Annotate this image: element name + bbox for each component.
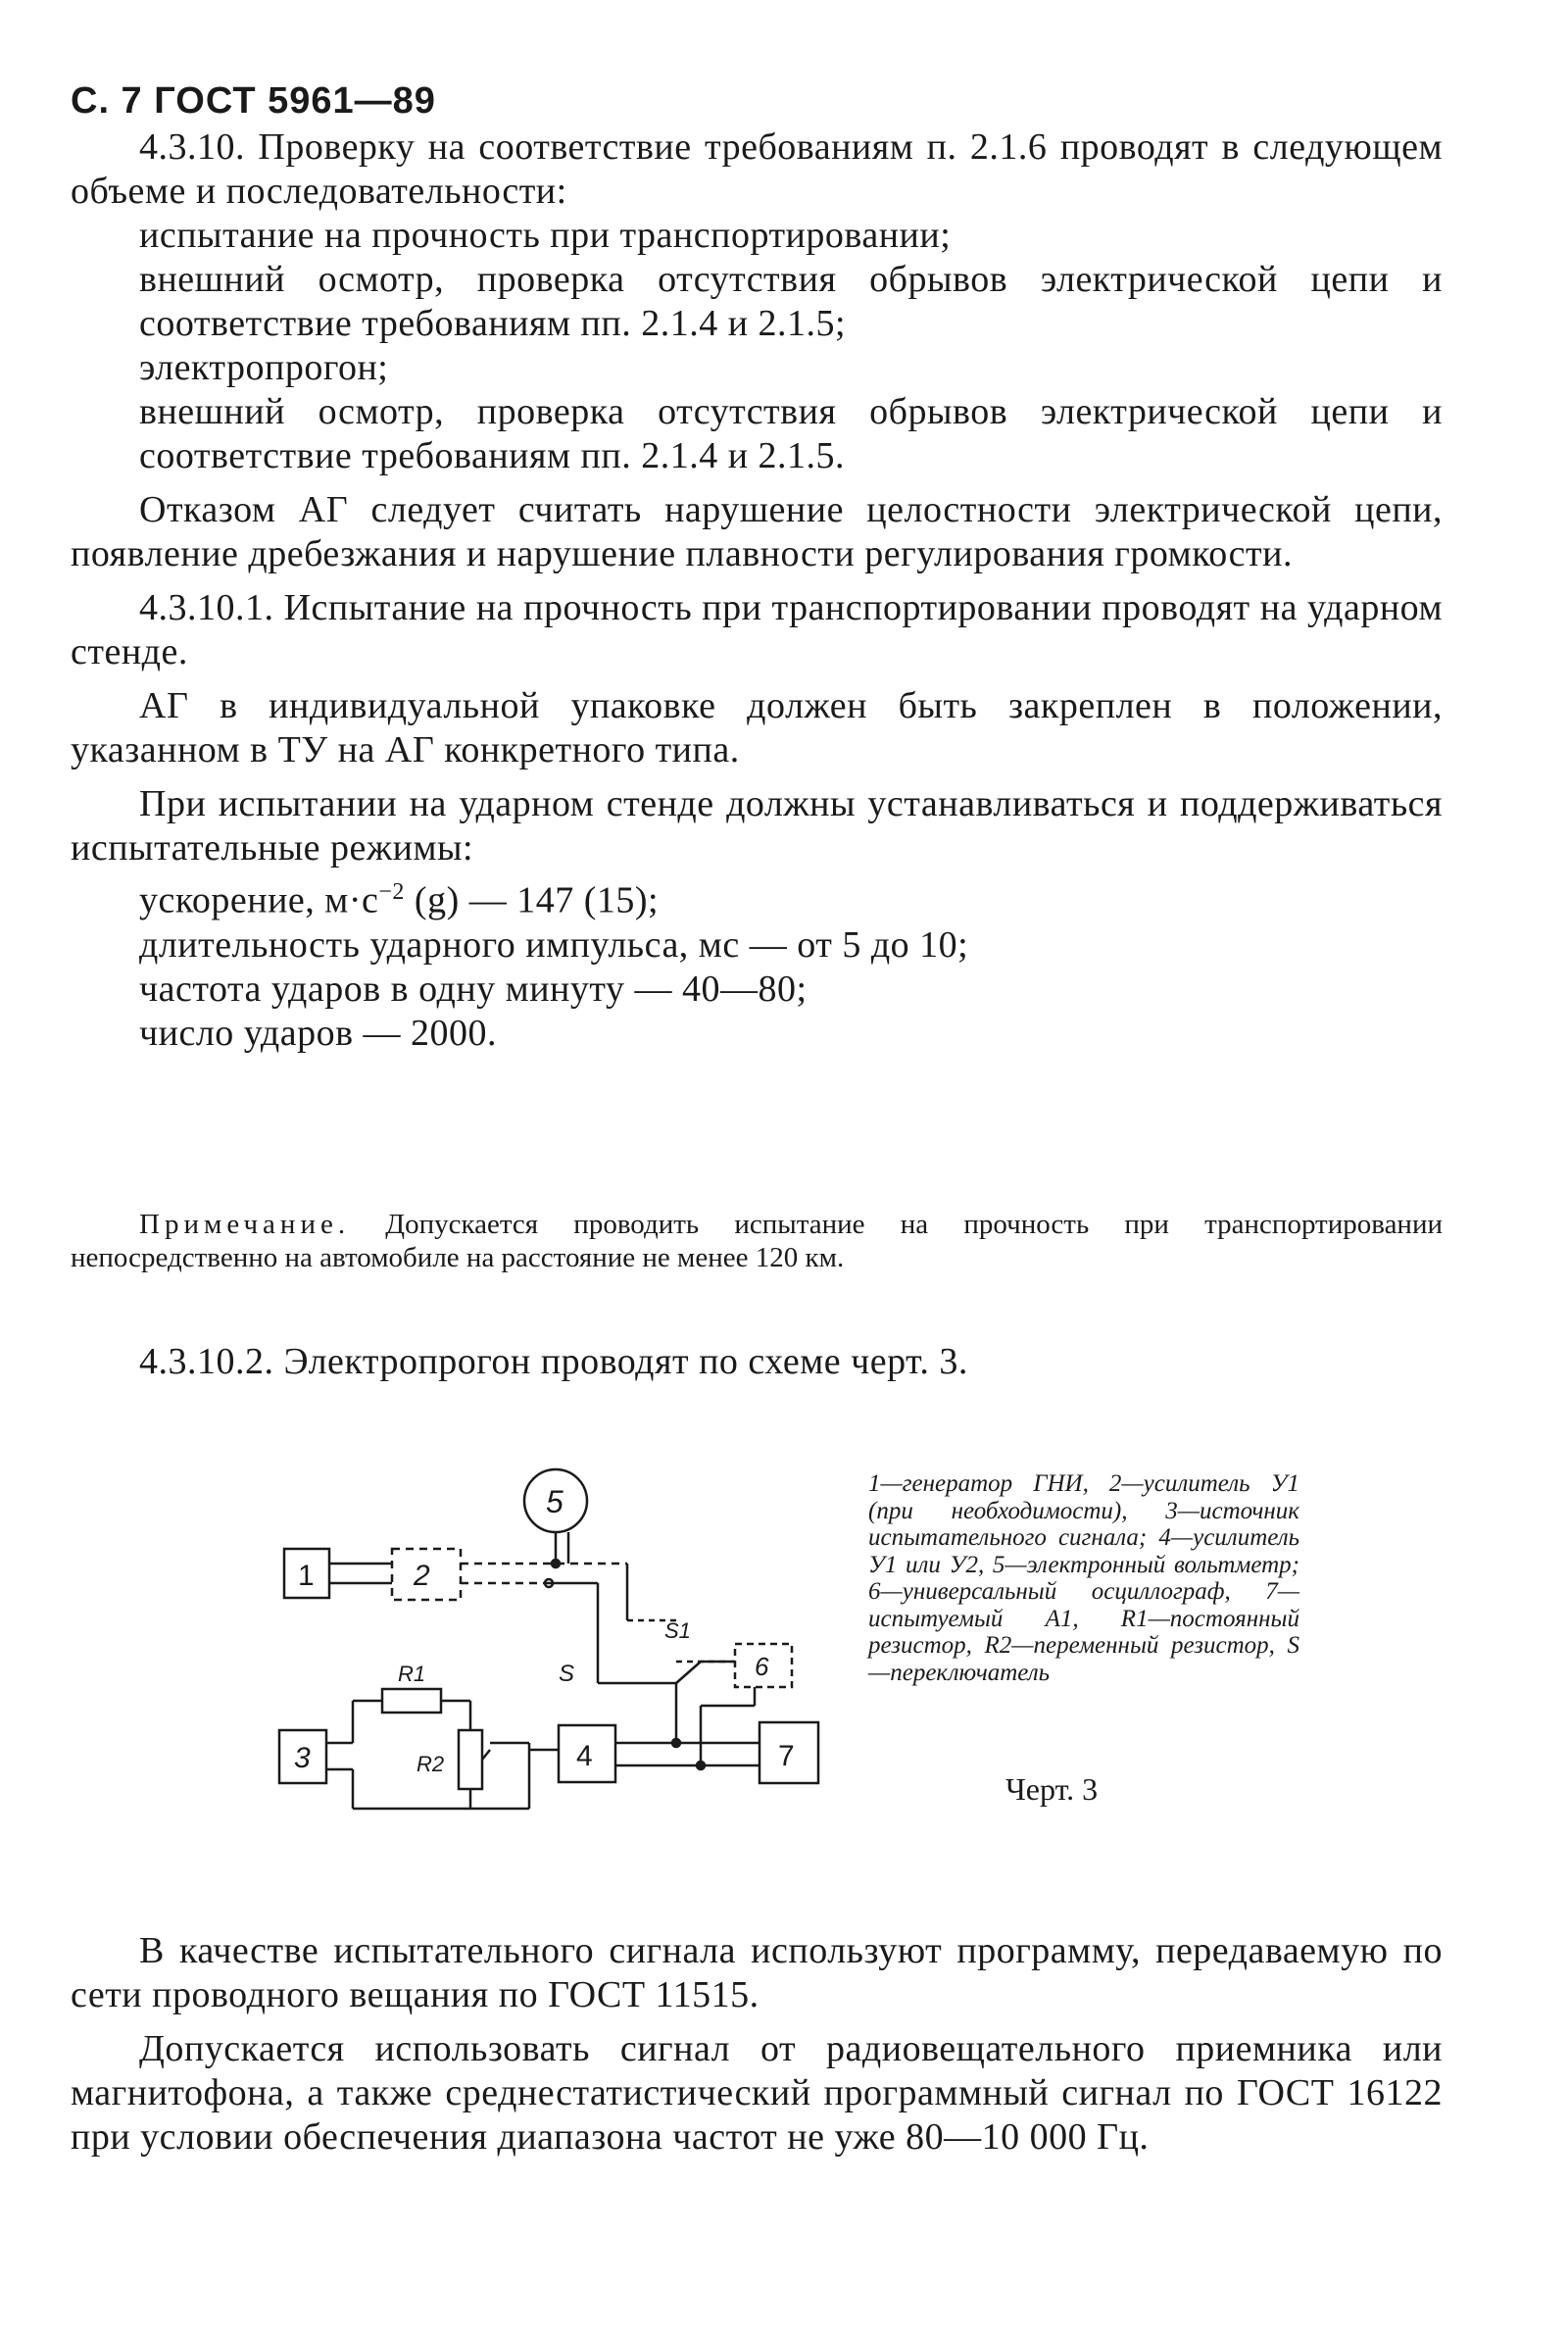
- mode-acceleration-prefix: ускорение, м·с: [139, 879, 379, 921]
- mode-acceleration-exponent: −2: [378, 879, 405, 905]
- junction: [552, 1560, 560, 1567]
- paragraph-alternative-signal: Допускается использовать сигнал от радиовещательного приемника или магнитофона, а также среднестатистический программный сигнал по ГОСТ 16122 при условии обеспечения диапазона частот не уже 80—10 000 Гц.: [71, 2028, 1443, 2158]
- junction: [672, 1739, 680, 1747]
- list-item: испытание на прочность при транспортировании;: [139, 215, 952, 256]
- junction: [697, 1762, 705, 1769]
- list-item: внешний осмотр, проверка отсутствия обрывов электрической цепи и соответствие требованиям пп. 2.1.4 и 2.1.5;: [139, 259, 1443, 344]
- block-3-label: 3: [294, 1742, 311, 1774]
- paragraph-4-3-10-1-intro: 4.3.10.1. Испытание на прочность при транспортировании проводят на ударном стенде.: [71, 587, 1443, 672]
- mode-acceleration-suffix: (g) — 147 (15);: [404, 879, 660, 921]
- resistor-r2: [459, 1730, 482, 1789]
- paragraph-4-3-10-intro: 4.3.10. Проверку на соответствие требованиям п. 2.1.6 проводят в следующем объеме и последовательности:: [71, 126, 1443, 212]
- note-text: Допускается проводить испытание на прочность при транспортировании непосредственно на автомобиле на расстояние не менее 120 км.: [71, 1209, 1443, 1273]
- paragraph-modes-intro: При испытании на ударном стенде должны устанавливаться и поддерживаться испытательные режимы:: [71, 783, 1443, 869]
- resistor-r1-label: R1: [398, 1662, 426, 1686]
- block-6-label: 6: [755, 1652, 769, 1681]
- note-heading: Примечание.: [139, 1209, 351, 1240]
- paragraph-test-signal: В качестве испытательного сигнала используют программу, передаваемую по сети проводного вещания по ГОСТ 11515.: [71, 1930, 1443, 2015]
- mode-duration: длительность ударного импульса, мс — от 5 до 10;: [139, 923, 969, 966]
- block-7-label: 7: [778, 1740, 795, 1772]
- paragraph-4-3-10-2: 4.3.10.2. Электропрогон проводят по схеме черт. 3.: [139, 1341, 968, 1382]
- mode-frequency: частота ударов в одну минуту — 40—80;: [139, 968, 808, 1010]
- switch-contact-label: S1: [664, 1618, 691, 1643]
- paragraph-mounting: АГ в индивидуальной упаковке должен быть закреплен в положении, указанном в ТУ на АГ конкретного типа.: [71, 685, 1443, 770]
- figure-caption: Черт. 3: [1005, 1771, 1099, 1807]
- resistor-r1: [382, 1689, 441, 1713]
- mode-acceleration: [71, 870, 1443, 923]
- block-1-label: 1: [298, 1560, 315, 1592]
- list-item: электропрогон;: [139, 347, 389, 388]
- block-4-label: 4: [576, 1740, 593, 1772]
- switch-lever: [676, 1662, 701, 1683]
- block-5-label: 5: [546, 1484, 564, 1519]
- list-item: внешний осмотр, проверка отсутствия обрывов электрической цепи и соответствие требованиям пп. 2.1.4 и 2.1.5.: [139, 391, 1443, 476]
- mode-count: число ударов — 2000.: [139, 1012, 498, 1054]
- figure-legend: 1—генератор ГНИ, 2—усилитель У1 (при необходимости), 3—источник испытательного сигнала; 4—усилитель У1 или У2, 5—электронный вольтметр; 6—универсальный осциллограф, 7—испытуемый А1, R1—постоянный резистор, R2—переменный резистор, S—переключатель: [868, 1470, 1299, 1686]
- closing-section: [71, 1929, 1443, 2160]
- paragraph-failure-criteria: Отказом АГ следует считать нарушение целостности электрической цепи, появление дребезжания и нарушение плавности регулирования громкости.: [71, 489, 1443, 574]
- switch-label: S: [559, 1661, 575, 1687]
- section-4-3-10: [71, 125, 1443, 1056]
- resistor-r2-label: R2: [416, 1752, 445, 1776]
- circuit-diagram: [265, 1466, 833, 1848]
- page-header: С. 7 ГОСТ 5961—89: [71, 80, 436, 122]
- note-block: [71, 1208, 1443, 1274]
- block-2-label: 2: [414, 1560, 430, 1592]
